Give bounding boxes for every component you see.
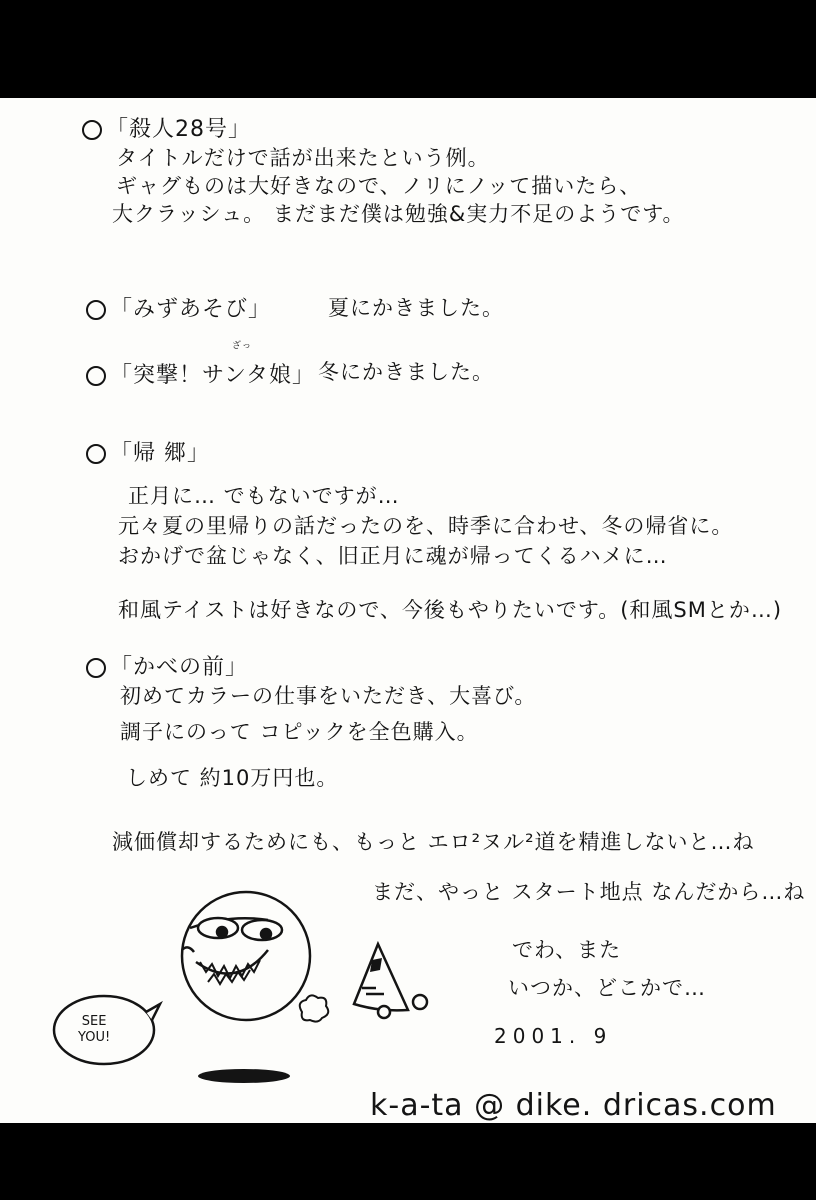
section-1-line-2: ギャグものは大好きなので、ノリにノッて描いたら、 <box>116 174 642 198</box>
section-5-line-3: しめて 約10万円也。 <box>126 766 339 790</box>
closing-bye-2: いつか、どこかで… <box>508 976 706 1000</box>
section-1-title: 「殺人28号」 <box>82 112 251 143</box>
shadow-blob-icon <box>198 1069 290 1083</box>
grinning-ball-doodle-icon <box>182 892 310 1020</box>
section-2-title: 「みずあそび」 <box>86 292 271 323</box>
section-3-ruby: ざっ <box>232 341 253 351</box>
onigiri-doodle-icon <box>354 944 427 1018</box>
section-1-line-1: タイトルだけで話が出来たという例。 <box>116 146 490 170</box>
section-5-line-2: 調子にのって コピックを全色購入。 <box>120 720 479 744</box>
section-4-title: 「帰 郷」 <box>86 436 210 467</box>
section-1-line-3: 大クラッシュ。 まだまだ僕は勉強&実力不足のようです。 <box>112 202 685 226</box>
closing-line-2: まだ、やっと スタート地点 なんだから…ね <box>372 880 806 904</box>
section-4-line-1: 正月に… でもないですが… <box>128 484 400 508</box>
section-5-line-1: 初めてカラーの仕事をいただき、大喜び。 <box>120 684 537 708</box>
section-5-title: 「かべの前」 <box>86 650 248 681</box>
puff-cloud-icon <box>300 995 329 1021</box>
section-3-title: 「突撃！サンタ娘」 <box>86 358 315 389</box>
section-2-note: 夏にかきました。 <box>328 296 504 320</box>
closing-line-1: 減価償却するためにも、もっと エロ²ヌル²道を精進しないと…ね <box>112 830 755 854</box>
section-3-note: 冬にかきました。 <box>318 360 494 384</box>
section-4-line-2: 元々夏の里帰りの話だったのを、時季に合わせ、冬の帰省に。 <box>118 514 734 538</box>
email-signature: k-a-ta @ dike. dricas.com <box>370 1088 777 1123</box>
closing-date: 2001. 9 <box>494 1024 613 1048</box>
speech-bubble-text: SEE YOU! <box>78 1014 111 1045</box>
section-4-line-3: おかげで盆じゃなく、旧正月に魂が帰ってくるハメに… <box>118 544 668 568</box>
closing-bye-1: でわ、また <box>512 938 622 962</box>
section-4-line-4: 和風テイストは好きなので、今後もやりたいです。(和風SMとか…) <box>118 598 783 622</box>
